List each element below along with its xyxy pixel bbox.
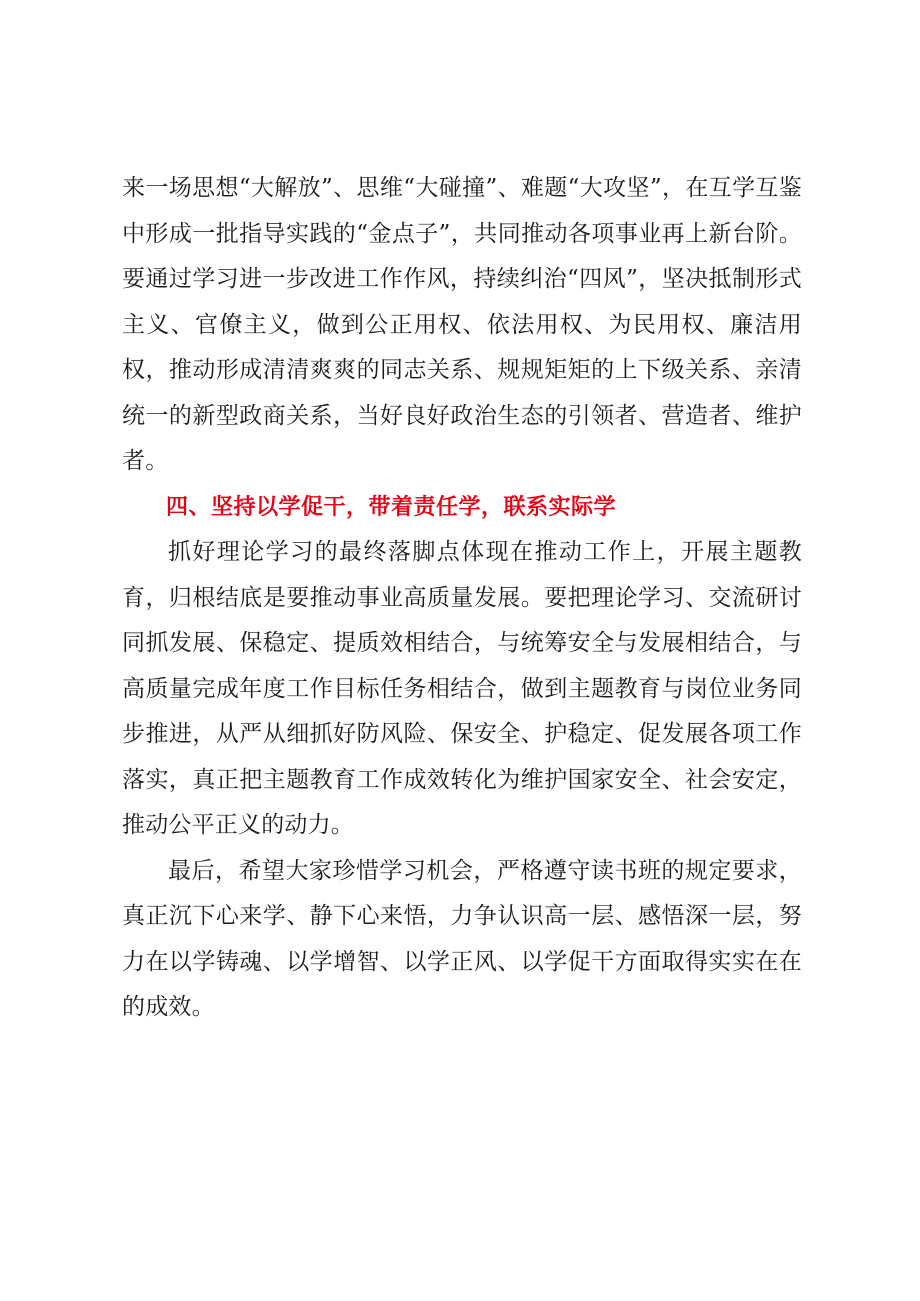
- paragraph-closing: 最后，希望大家珍惜学习机会，严格遵守读书班的规定要求，真正沉下心来学、静下心来悟，力争认识高一层、感悟深一层，努力在以学铸魂、以学增智、以学正风、以学促干方面取得实实在在的成效。: [122, 857, 802, 1020]
- document-body: [122, 166, 802, 1031]
- paragraph-work-promotion: 抓好理论学习的最终落脚点体现在推动工作上，开展主题教育，归根结底是要推动事业高质量发展。要把理论学习、交流研讨同抓发展、保稳定、提质效相结合，与统筹安全与发展相结合，与高质量完成年度工作目标任务相结合，做到主题教育与岗位业务同步推进，从严从细抓好防风险、保安全、护稳定、促发展各项工作落实，真正把主题教育工作成效转化为维护国家安全、社会安定，推动公平正义的动力。: [122, 539, 802, 838]
- section-heading-4: 四、坚持以学促干，带着责任学，联系实际学: [166, 494, 617, 520]
- paragraph-continuation: 来一场思想“大解放”、思维“大碰撞”、难题“大攻坚”，在互学互鉴中形成一批指导实践的“金点子”，共同推动各项事业再上新台阶。要通过学习进一步改进工作作风，持续纠治“四风”，坚决抵制形式主义、官僚主义，做到公正用权、依法用权、为民用权、廉洁用权，推动形成清清爽爽的同志关系、规规矩矩的上下级关系、亲清统一的新型政商关系，当好良好政治生态的引领者、营造者、维护者。: [122, 175, 802, 474]
